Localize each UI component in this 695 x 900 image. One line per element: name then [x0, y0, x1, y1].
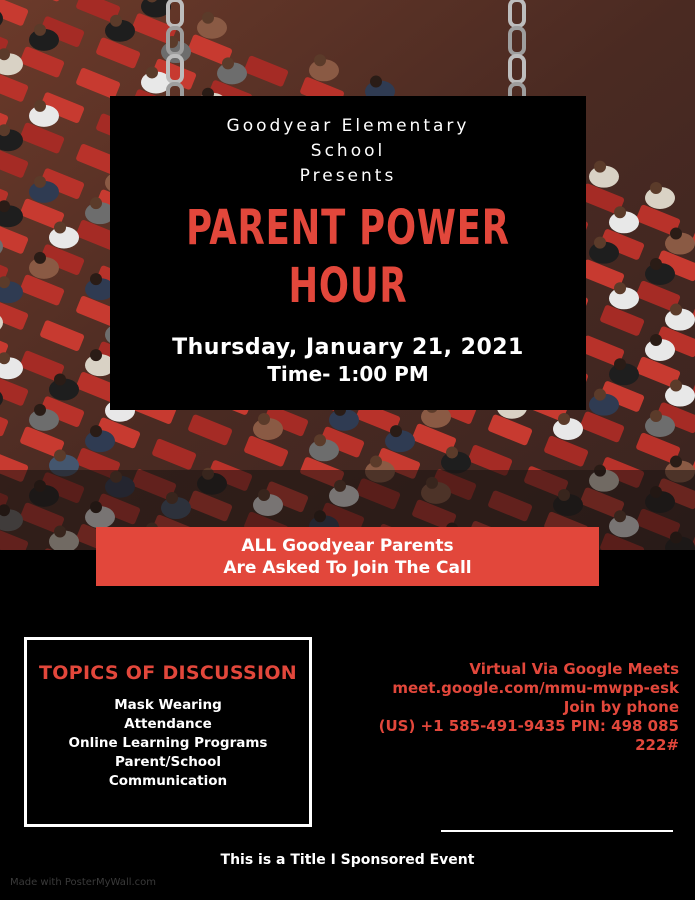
person-head-shape [614, 282, 626, 294]
person-head-shape [90, 425, 102, 437]
person-head-shape [670, 228, 682, 240]
person-head-shape [390, 425, 402, 437]
person-head-shape [670, 304, 682, 316]
phone-label: Join by phone [563, 698, 679, 716]
person-head-shape [34, 252, 46, 264]
person-head-shape [446, 446, 458, 458]
school-name: Goodyear Elementary School Presents [226, 116, 470, 186]
footer-note: This is a Title I Sponsored Event [220, 852, 475, 868]
person-head-shape [650, 258, 662, 270]
call-banner: ALL Goodyear Parents Are Asked To Join The Call [96, 527, 599, 586]
topic-item: Mask Wearing [114, 697, 222, 713]
person-head-shape [34, 24, 46, 36]
event-sign [110, 96, 586, 410]
divider-line [441, 830, 673, 832]
person-head-shape [314, 54, 326, 66]
topic-item: Online Learning Programs [68, 735, 268, 751]
topics-box [24, 637, 312, 827]
person-head-shape [370, 76, 382, 88]
person-head-shape [90, 197, 102, 209]
virtual-info [339, 660, 679, 755]
person-head-shape [594, 389, 606, 401]
event-date: Thursday, January 21, 2021 [172, 335, 524, 360]
event-time: Time- 1:00 PM [267, 362, 429, 386]
meet-link[interactable]: meet.google.com/mmu-mwpp-esk [392, 679, 679, 697]
person-head-shape [670, 456, 682, 468]
phone-pin-end: 222# [635, 736, 679, 754]
person-head-shape [34, 100, 46, 112]
person-head-shape [594, 161, 606, 173]
person-head-shape [54, 373, 66, 385]
person-head-shape [146, 66, 158, 78]
virtual-platform: Virtual Via Google Meets [469, 660, 679, 678]
person-head-shape [222, 57, 234, 69]
topic-item: Parent/School [115, 754, 221, 770]
person-head-shape [34, 176, 46, 188]
person-head-shape [110, 15, 122, 27]
person-head-shape [54, 449, 66, 461]
person-head-shape [614, 358, 626, 370]
topics-heading: TOPICS OF DISCUSSION [39, 662, 297, 684]
person-head-shape [650, 410, 662, 422]
phone-number: (US) +1 585-491-9435 PIN: 498 085 [378, 717, 679, 735]
person-head-shape [34, 404, 46, 416]
person-head-shape [594, 237, 606, 249]
person-head-shape [650, 334, 662, 346]
topic-item: Attendance [124, 716, 212, 732]
person-head-shape [558, 413, 570, 425]
person-head-shape [314, 434, 326, 446]
person-head-shape [614, 206, 626, 218]
person-head-shape [650, 182, 662, 194]
person-head-shape [54, 221, 66, 233]
person-head-shape [90, 349, 102, 361]
person-head-shape [90, 273, 102, 285]
person-head-shape [370, 456, 382, 468]
person-head-shape [258, 413, 270, 425]
event-title: PARENT POWER HOUR [186, 200, 510, 314]
person-head-shape [202, 12, 214, 24]
topic-item: Communication [108, 773, 228, 789]
watermark: Made with PosterMyWall.com [10, 877, 157, 888]
person-head-shape [670, 380, 682, 392]
